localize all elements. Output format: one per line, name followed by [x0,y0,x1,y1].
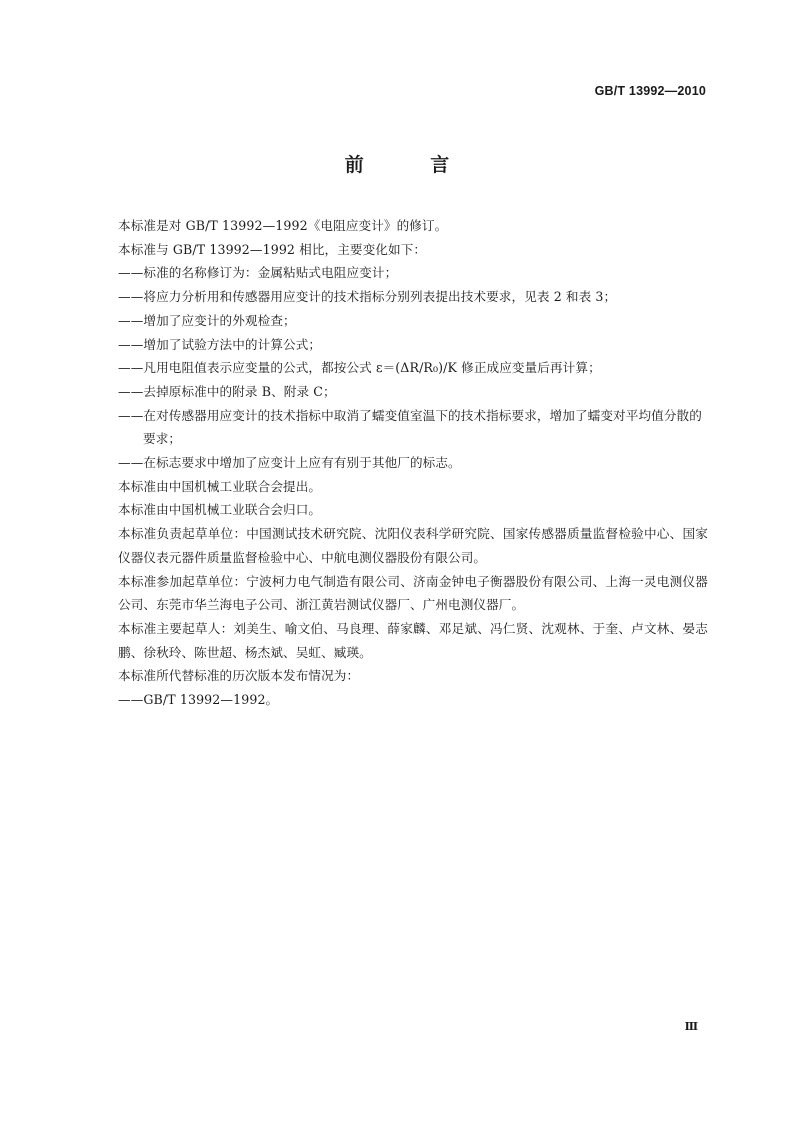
paragraph: 本标准主要起草人：刘美生、喻文伯、马良理、薛家麟、邓足斌、冯仁贤、沈观林、于奎、卢文林、晏志鹏、徐秋玲、陈世超、杨杰斌、吴虹、臧瑛。 [118,620,708,660]
paragraph: 本标准参加起草单位：宁波柯力电气制造有限公司、济南金钟电子衡器股份有限公司、上海一灵电测仪器公司、东莞市华兰海电子公司、浙江黄岩测试仪器厂、广州电测仪器厂。 [118,573,708,613]
change-item: ——增加了应变计的外观检查； [118,312,296,328]
change-item: ——凡用电阻值表示应变量的公式，都按公式 ε＝(ΔR/R₀)/K 修正成应变量后再计算； [118,360,601,376]
page-title: 前 言 [344,154,480,176]
paragraph: 本标准所代替标准的历次版本发布情况为： [118,668,360,684]
paragraph: 本标准与 GB/T 13992—1992 相比，主要变化如下： [118,241,427,257]
change-item: ——增加了试验方法中的计算公式； [118,336,322,352]
change-item: ——去掉原标准中的附录 B、附录 C； [118,383,336,399]
paragraph: 本标准由中国机械工业联合会提出。 [118,478,322,494]
standard-code: GB/T 13992—2010 [594,84,706,98]
page-number: Ⅲ [684,1020,698,1033]
document-body [118,214,708,712]
change-item: ——标准的名称修订为：金属粘贴式电阻应变计； [118,265,398,281]
paragraph: 本标准由中国机械工业联合会归口。 [118,502,322,518]
change-item: ——在对传感器用应变计的技术指标中取消了蠕变值室温下的技术指标要求，增加了蠕变对平均值分散的要求； [118,407,702,447]
paragraph: 本标准负责起草单位：中国测试技术研究院、沈阳仪表科学研究院、国家传感器质量监督检验中心、国家仪器仪表元器件质量监督检验中心、中航电测仪器股份有限公司。 [118,526,708,565]
change-item: ——在标志要求中增加了应变计上应有有别于其他厂的标志。 [118,455,461,471]
paragraph: 本标准是对 GB/T 13992—1992《电阻应变计》的修订。 [118,218,448,233]
history-item: ——GB/T 13992—1992。 [118,692,279,708]
change-item: ——将应力分析用和传感器用应变计的技术指标分别列表提出技术要求，见表 2 和表 3； [118,289,617,305]
